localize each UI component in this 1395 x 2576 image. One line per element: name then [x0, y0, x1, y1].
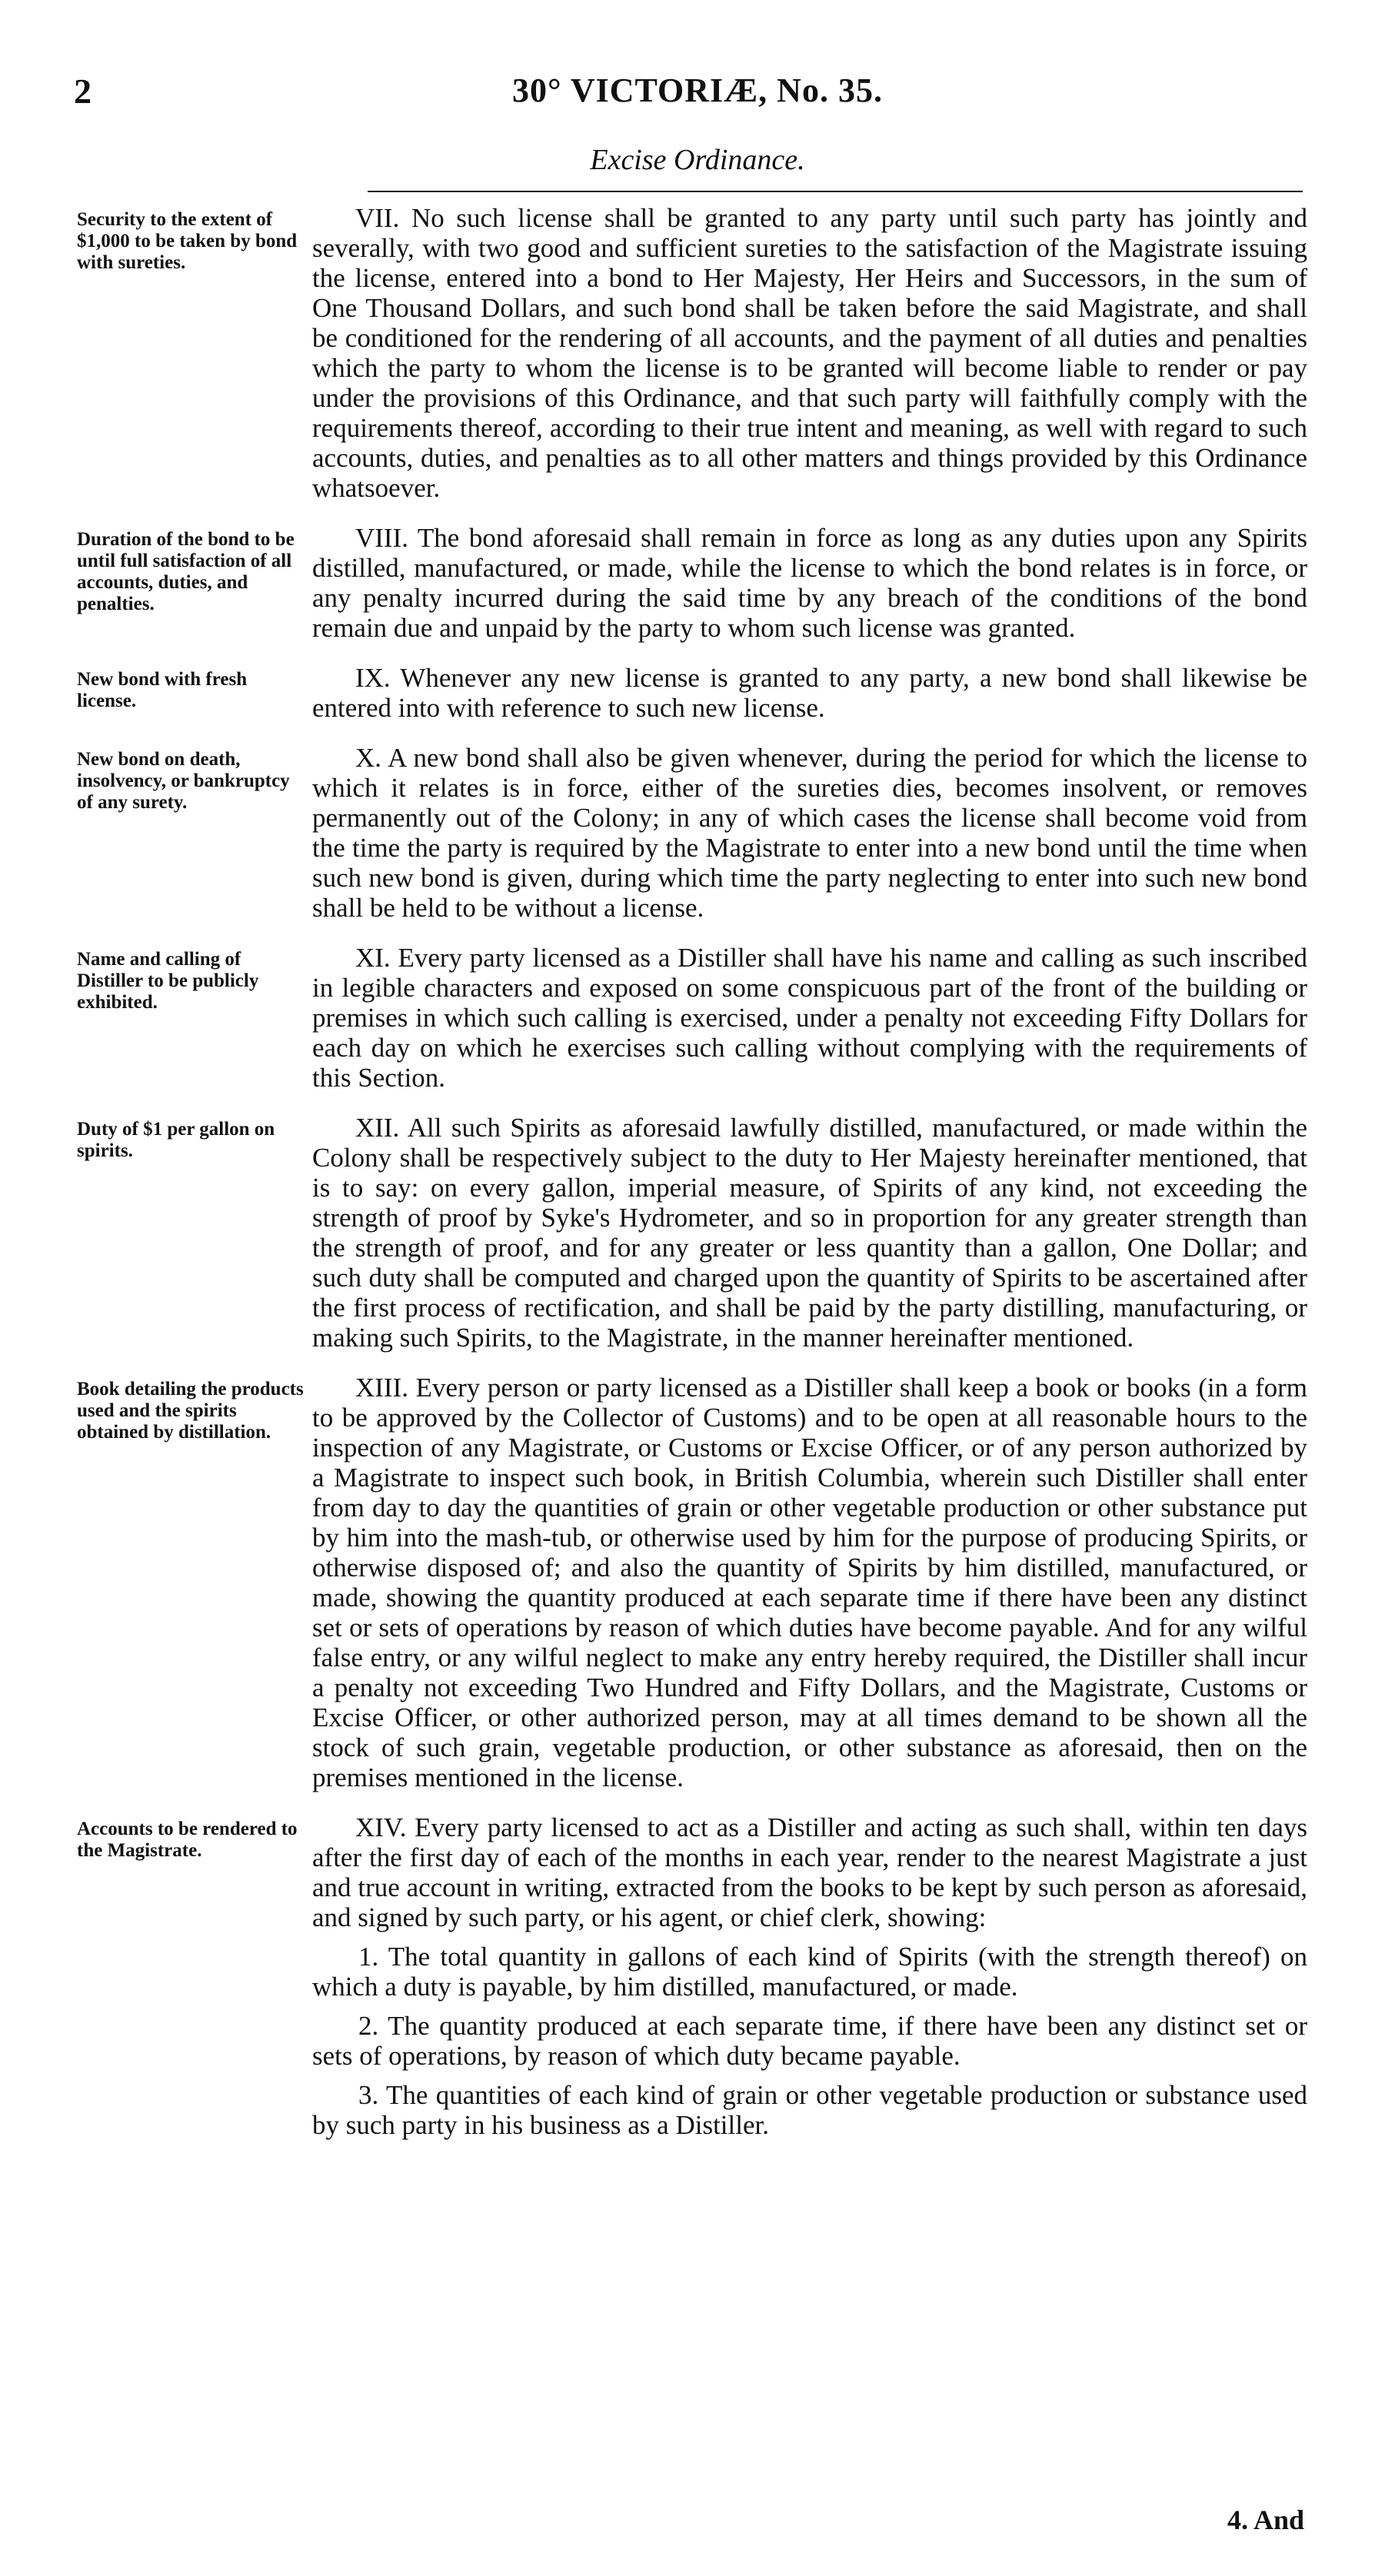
section-number: IX.	[355, 663, 391, 693]
section-xiv	[0, 1812, 1395, 2140]
section-xiii	[0, 1373, 1395, 1792]
section-xi	[0, 943, 1395, 1093]
section-number: XI.	[355, 943, 391, 973]
section-number: VII.	[355, 203, 400, 233]
header-rule	[368, 191, 1303, 192]
section-text: Every party licensed as a Distiller shall have his name and calling as such inscribed in legible characters and exposed on some conspicuous part of the front of the building or premises in which such calling is exercised, under a penalty not exceeding Fifty Dollars for each day on which he exercises such calling without complying with the requirements of this Section.	[312, 943, 1308, 1093]
marginal-note: Security to the extent of $1,000 to be taken by bond with sureties.	[77, 209, 298, 273]
marginal-note: Duration of the bond to be until full satisfaction of all accounts, duties, and penalties.	[77, 529, 295, 614]
section-number: XIV.	[355, 1812, 407, 1842]
section-body	[312, 663, 1307, 723]
section-text: All such Spirits as aforesaid lawfully distilled, manufactured, or made within the Colony shall be respectively subject to the duty to Her Majesty hereinafter mentioned, that is to say: on every gallon, imperial measure, of Spirits of any kind, not exceeding the strength of proof by Syke's Hydrometer, and so in proportion for any greater strength than the strength of proof, and for any greater or less quantity than a gallon, One Dollar; and such duty shall be computed and charged upon the quantity of Spirits to be ascertained after the first process of rectification, and shall be paid by the party distilling, manufacturing, or making such Spirits, to the Magistrate, in the manner hereinafter mentioned.	[312, 1113, 1307, 1353]
catchword: 4. And	[1227, 2504, 1304, 2535]
section-number: XIII.	[355, 1373, 408, 1403]
section-number: XII.	[355, 1113, 400, 1143]
marginal-note: Name and calling of Distiller to be publicly exhibited.	[77, 949, 259, 1013]
section-x	[0, 743, 1395, 923]
marginal-note: Book detailing the products used and the spirits obtained by distillation.	[77, 1379, 304, 1443]
sections	[0, 203, 1395, 2160]
section-xii	[0, 1113, 1395, 1353]
subtitle: Excise Ordinance.	[590, 144, 805, 176]
page-number: 2	[74, 72, 92, 111]
account-items	[312, 1942, 1307, 2140]
section-text: Every party licensed to act as a Distiller and acting as such shall, within ten days after the first day of each of the months in each year, render to the nearest Magistrate a just and true account in writing, extracted from the books to be kept by such person as aforesaid, and signed by such party, or his agent, or chief clerk, showing:	[312, 1812, 1307, 1932]
section-body	[312, 1812, 1307, 1932]
section-body	[312, 943, 1307, 1093]
section-text: No such license shall be granted to any party until such party has jointly and severally, with two good and sufficient sureties to the satisfaction of the Magistrate issuing the license, entered into a bond to Her Majesty, Her Heirs and Successors, in the sum of One Thousand Dollars, and such bond shall be taken before the said Magistrate, and shall be conditioned for the rendering of all accounts, and the payment of all duties and penalties which the party to whom the license is to be granted will become liable to render or pay under the provisions of this Ordinance, and that such party will faithfully comply with the requirements thereof, according to their true intent and meaning, as well with regard to such accounts, duties, and penalties as to all other matters and things provided by this Ordinance whatsoever.	[312, 203, 1308, 503]
section-vii	[0, 203, 1395, 503]
section-body	[312, 203, 1307, 503]
section-text: Every person or party licensed as a Distiller shall keep a book or books (in a form to be approved by the Collector of Customs) and to be open at all reasonable hours to the inspection of any Magistrate, or Customs or Excise Officer, or of any person authorized by a Magistrate to inspect such book, in British Columbia, wherein such Distiller shall enter from day to day the quantities of grain or other vegetable production or other substance put by him into the mash-tub, or otherwise used by him for the purpose of producing Spirits, or otherwise disposed of; and also the quantity of Spirits by him distilled, manufactured, or made, showing the quantity produced at each separate time if there have been any distinct set or sets of operations by reason of which duties have become payable. And for any wilful false entry, or any wilful neglect to make any entry hereby required, the Distiller shall incur a penalty not exceeding Two Hundred and Fifty Dollars, and the Magistrate, Customs or Excise Officer, or other authorized person, may at all times demand to be shown all the stock of such grain, vegetable production, or other substance as aforesaid, then on the premises mentioned in the license.	[312, 1373, 1308, 1792]
section-body	[312, 523, 1307, 643]
section-body	[312, 743, 1307, 923]
marginal-note: Accounts to be rendered to the Magistrate.	[77, 1819, 298, 1861]
list-item: 2. The quantity produced at each separate time, if there have been any distinct set or sets of operations, by reason of which duty became payable.	[312, 2011, 1307, 2071]
section-ix	[0, 663, 1395, 723]
list-item: 3. The quantities of each kind of grain or other vegetable production or substance used by such party in his business as a Distiller.	[312, 2080, 1307, 2140]
section-body	[312, 1373, 1307, 1792]
marginal-note: New bond with fresh license.	[77, 669, 248, 711]
section-viii	[0, 523, 1395, 643]
section-number: VIII.	[355, 523, 408, 553]
section-text: A new bond shall also be given whenever, during the period for which the license to which it relates is in force, either of the sureties dies, becomes insolvent, or removes permanently out of the Colony; in any of which cases the license shall become void from the time the party is required by the Magistrate to enter into a new bond until the time when such new bond is given, during which time the party neglecting to enter into such new bond shall be held to be without a license.	[312, 743, 1307, 923]
list-item: 1. The total quantity in gallons of each kind of Spirits (with the strength thereof) on which a duty is payable, by him distilled, manufactured, or made.	[312, 1942, 1307, 2002]
section-text: The bond aforesaid shall remain in force as long as any duties upon any Spirits distilled, manufactured, or made, while the license to which the bond relates is in force, or any penalty incurred during the said time by any breach of the conditions of the bond remain due and unpaid by the party to whom such license was granted.	[312, 523, 1307, 643]
marginal-note: Duty of $1 per gallon on spirits.	[77, 1119, 275, 1161]
running-head: 30° VICTORIÆ, No. 35.	[512, 72, 883, 109]
marginal-note: New bond on death, insolvency, or bankruptcy of any surety.	[77, 749, 290, 813]
section-number: X.	[355, 743, 382, 773]
section-body	[312, 1113, 1307, 1353]
section-text: Whenever any new license is granted to any party, a new bond shall likewise be entered into with reference to such new license.	[312, 663, 1307, 723]
